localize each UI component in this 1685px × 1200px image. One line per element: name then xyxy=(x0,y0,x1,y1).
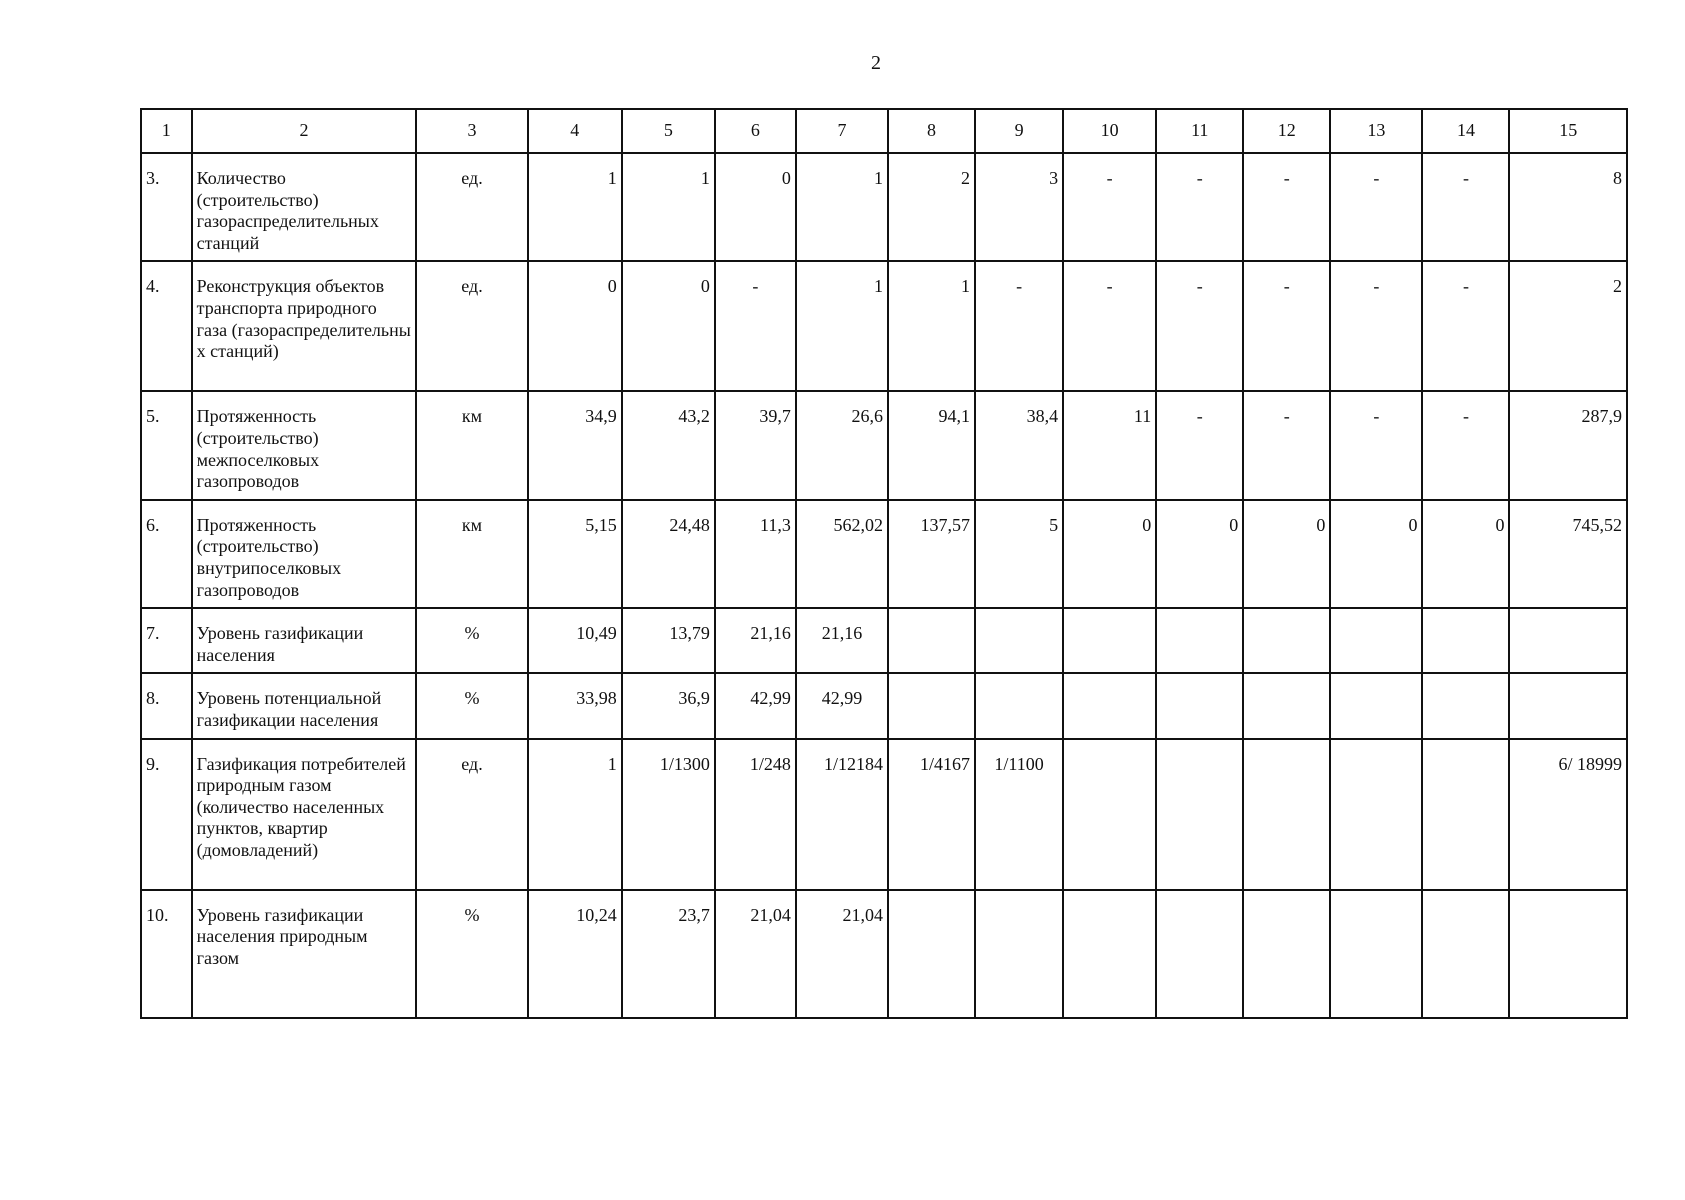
column-number-cell: 8 xyxy=(888,109,975,153)
value-cell xyxy=(975,608,1063,673)
value-cell: 1/1300 xyxy=(622,739,715,890)
value-cell xyxy=(1330,673,1422,738)
value-cell: 11 xyxy=(1063,391,1156,499)
value-cell: - xyxy=(715,261,796,391)
value-cell: 42,99 xyxy=(715,673,796,738)
value-cell: 1 xyxy=(796,261,888,391)
value-cell: 13,79 xyxy=(622,608,715,673)
value-cell: 10,24 xyxy=(528,890,622,1018)
column-number-cell: 10 xyxy=(1063,109,1156,153)
table-row xyxy=(141,739,1627,890)
column-number-cell: 3 xyxy=(416,109,527,153)
column-number-cell: 7 xyxy=(796,109,888,153)
value-cell: 287,9 xyxy=(1509,391,1627,499)
row-number: 9. xyxy=(141,739,192,890)
value-cell: 34,9 xyxy=(528,391,622,499)
table-row xyxy=(141,391,1627,499)
value-cell xyxy=(1063,673,1156,738)
value-cell xyxy=(1156,890,1243,1018)
indicators-table xyxy=(140,108,1628,1019)
value-cell: 10,49 xyxy=(528,608,622,673)
value-cell xyxy=(1243,739,1330,890)
column-number-cell: 6 xyxy=(715,109,796,153)
value-cell: 1 xyxy=(528,739,622,890)
value-cell xyxy=(1509,673,1627,738)
value-cell: 11,3 xyxy=(715,500,796,608)
value-cell: - xyxy=(1422,391,1509,499)
value-cell: 21,16 xyxy=(796,608,888,673)
value-cell: 33,98 xyxy=(528,673,622,738)
value-cell: 26,6 xyxy=(796,391,888,499)
value-cell: - xyxy=(1063,261,1156,391)
value-cell: 8 xyxy=(1509,153,1627,261)
value-cell xyxy=(1422,739,1509,890)
value-cell: 36,9 xyxy=(622,673,715,738)
value-cell: - xyxy=(1330,391,1422,499)
value-cell: 21,04 xyxy=(715,890,796,1018)
value-cell: 94,1 xyxy=(888,391,975,499)
value-cell: 1/1100 xyxy=(975,739,1063,890)
value-cell xyxy=(1156,608,1243,673)
value-cell: 21,04 xyxy=(796,890,888,1018)
value-cell: 23,7 xyxy=(622,890,715,1018)
indicator-name: Протяженность (строительство) межпоселковых газопроводов xyxy=(192,391,417,499)
value-cell: 0 xyxy=(1330,500,1422,608)
column-number-cell: 12 xyxy=(1243,109,1330,153)
value-cell: 2 xyxy=(888,153,975,261)
value-cell xyxy=(1063,739,1156,890)
column-number-cell: 14 xyxy=(1422,109,1509,153)
value-cell xyxy=(1330,608,1422,673)
value-cell: 0 xyxy=(528,261,622,391)
column-number-cell: 13 xyxy=(1330,109,1422,153)
value-cell: 1/248 xyxy=(715,739,796,890)
row-number: 8. xyxy=(141,673,192,738)
value-cell: 43,2 xyxy=(622,391,715,499)
value-cell xyxy=(888,673,975,738)
table-row xyxy=(141,673,1627,738)
value-cell: 0 xyxy=(715,153,796,261)
indicator-name: Уровень газификации населения природным газом xyxy=(192,890,417,1018)
value-cell: 24,48 xyxy=(622,500,715,608)
value-cell xyxy=(1422,608,1509,673)
value-cell: - xyxy=(1422,261,1509,391)
value-cell: - xyxy=(1243,391,1330,499)
indicator-name: Уровень потенциальной газификации населения xyxy=(192,673,417,738)
value-cell xyxy=(1509,608,1627,673)
value-cell xyxy=(1243,890,1330,1018)
value-cell: 0 xyxy=(622,261,715,391)
value-cell: 3 xyxy=(975,153,1063,261)
indicator-name: Протяженность (строительство) внутрипоселковых газопроводов xyxy=(192,500,417,608)
value-cell: 38,4 xyxy=(975,391,1063,499)
unit-cell: ед. xyxy=(416,153,527,261)
value-cell: 0 xyxy=(1156,500,1243,608)
value-cell: 2 xyxy=(1509,261,1627,391)
column-number-row xyxy=(141,109,1627,153)
column-number-cell: 2 xyxy=(192,109,417,153)
value-cell xyxy=(1330,890,1422,1018)
indicator-name: Уровень газификации населения xyxy=(192,608,417,673)
value-cell: 21,16 xyxy=(715,608,796,673)
table-row xyxy=(141,608,1627,673)
value-cell: - xyxy=(1063,153,1156,261)
value-cell xyxy=(888,890,975,1018)
value-cell xyxy=(1509,890,1627,1018)
value-cell xyxy=(1422,890,1509,1018)
value-cell: 562,02 xyxy=(796,500,888,608)
value-cell: 39,7 xyxy=(715,391,796,499)
value-cell: 0 xyxy=(1422,500,1509,608)
table-row xyxy=(141,500,1627,608)
value-cell: 745,52 xyxy=(1509,500,1627,608)
row-number: 3. xyxy=(141,153,192,261)
value-cell: - xyxy=(1330,261,1422,391)
column-number-cell: 11 xyxy=(1156,109,1243,153)
value-cell xyxy=(1243,608,1330,673)
value-cell: - xyxy=(1243,261,1330,391)
row-number: 4. xyxy=(141,261,192,391)
row-number: 5. xyxy=(141,391,192,499)
value-cell xyxy=(1330,739,1422,890)
column-number-cell: 9 xyxy=(975,109,1063,153)
value-cell: 1 xyxy=(888,261,975,391)
value-cell: 1/12184 xyxy=(796,739,888,890)
value-cell: 0 xyxy=(1063,500,1156,608)
value-cell: - xyxy=(1422,153,1509,261)
table-row xyxy=(141,261,1627,391)
column-number-cell: 4 xyxy=(528,109,622,153)
value-cell: 1 xyxy=(528,153,622,261)
value-cell: 1 xyxy=(796,153,888,261)
value-cell xyxy=(1243,673,1330,738)
value-cell: - xyxy=(975,261,1063,391)
indicator-name: Реконструкция объектов транспорта природного газа (газораспределительны х станций) xyxy=(192,261,417,391)
unit-cell: км xyxy=(416,500,527,608)
table-row xyxy=(141,153,1627,261)
unit-cell: ед. xyxy=(416,261,527,391)
value-cell: 137,57 xyxy=(888,500,975,608)
value-cell xyxy=(888,608,975,673)
value-cell xyxy=(1156,739,1243,890)
value-cell xyxy=(975,673,1063,738)
value-cell: - xyxy=(1156,261,1243,391)
indicator-name: Газификация потребителей природным газом (количество населенных пунктов, квартир (домовладений) xyxy=(192,739,417,890)
indicator-name: Количество (строительство) газораспределительных станций xyxy=(192,153,417,261)
value-cell: 1/4167 xyxy=(888,739,975,890)
column-number-cell: 1 xyxy=(141,109,192,153)
value-cell xyxy=(975,890,1063,1018)
column-number-cell: 15 xyxy=(1509,109,1627,153)
unit-cell: ед. xyxy=(416,739,527,890)
value-cell: - xyxy=(1156,153,1243,261)
unit-cell: % xyxy=(416,890,527,1018)
value-cell xyxy=(1156,673,1243,738)
unit-cell: % xyxy=(416,673,527,738)
page-number: 2 xyxy=(871,52,881,74)
unit-cell: км xyxy=(416,391,527,499)
value-cell: 5,15 xyxy=(528,500,622,608)
value-cell xyxy=(1063,608,1156,673)
row-number: 10. xyxy=(141,890,192,1018)
value-cell: - xyxy=(1243,153,1330,261)
unit-cell: % xyxy=(416,608,527,673)
column-number-cell: 5 xyxy=(622,109,715,153)
value-cell: - xyxy=(1330,153,1422,261)
value-cell: 42,99 xyxy=(796,673,888,738)
value-cell: - xyxy=(1156,391,1243,499)
value-cell: 1 xyxy=(622,153,715,261)
value-cell: 6/ 18999 xyxy=(1509,739,1627,890)
value-cell xyxy=(1063,890,1156,1018)
value-cell: 5 xyxy=(975,500,1063,608)
row-number: 6. xyxy=(141,500,192,608)
value-cell: 0 xyxy=(1243,500,1330,608)
row-number: 7. xyxy=(141,608,192,673)
table-row xyxy=(141,890,1627,1018)
value-cell xyxy=(1422,673,1509,738)
